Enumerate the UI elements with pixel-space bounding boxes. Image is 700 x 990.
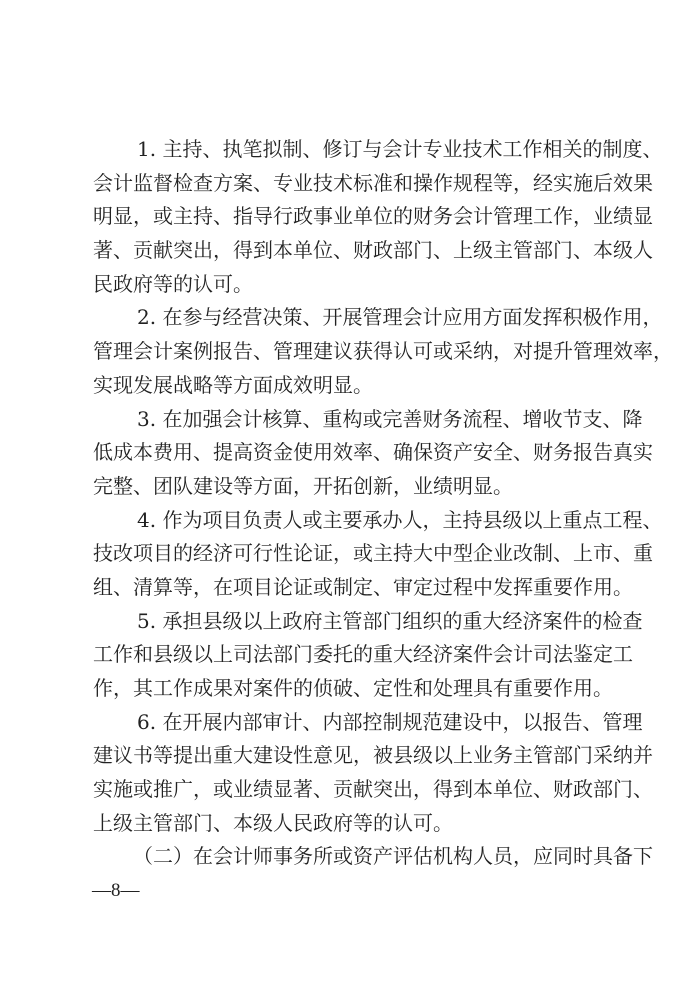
- section-2-heading-line: （二）在会计师事务所或资产评估机构人员，应同时具备下: [133, 844, 653, 869]
- paragraph-3-line-3: 完整、团队建设等方面，开拓创新，业绩明显。: [93, 473, 513, 498]
- paragraph-6-line-1: 6. 在开展内部审计、内部控制规范建设中，以报告、管理: [137, 709, 643, 734]
- paragraph-1-line-2: 会计监督检查方案、专业技术标准和操作规程等，经实施后效果: [93, 170, 653, 195]
- paragraph-3-line-1: 3. 在加强会计核算、重构或完善财务流程、增收节支、降: [137, 406, 643, 431]
- paragraph-6-line-4: 上级主管部门、本级人民政府等的认可。: [93, 810, 453, 835]
- paragraph-3-line-2: 低成本费用、提高资金使用效率、确保资产安全、财务报告真实: [93, 440, 653, 465]
- paragraph-1-line-3: 明显，或主持、指导行政事业单位的财务会计管理工作，业绩显: [93, 204, 653, 229]
- paragraph-2-line-1: 2. 在参与经营决策、开展管理会计应用方面发挥积极作用，: [137, 305, 663, 330]
- paragraph-5-line-2: 工作和县级以上司法部门委托的重大经济案件会计司法鉴定工: [93, 642, 633, 667]
- paragraph-4-line-2: 技改项目的经济可行性论证，或主持大中型企业改制、上市、重: [93, 541, 653, 566]
- paragraph-1-line-1: 1. 主持、执笔拟制、修订与会计专业技术工作相关的制度、: [137, 137, 663, 161]
- paragraph-1-line-5: 民政府等的认可。: [93, 271, 253, 296]
- paragraph-5-line-1: 5. 承担县级以上政府主管部门组织的重大经济案件的检查: [137, 608, 643, 633]
- paragraph-2-line-2: 管理会计案例报告、管理建议获得认可或采纳，对提升管理效率，: [93, 339, 673, 364]
- paragraph-4-line-3: 组、清算等，在项目论证或制定、审定过程中发挥重要作用。: [93, 574, 633, 599]
- paragraph-2-line-3: 实现发展战略等方面成效明显。: [93, 372, 373, 397]
- paragraph-5-line-3: 作，其工作成果对案件的侦破、定性和处理具有重要作用。: [93, 676, 613, 700]
- paragraph-4-line-1: 4. 作为项目负责人或主要承办人，主持县级以上重点工程、: [137, 507, 663, 532]
- document-body: [93, 133, 673, 874]
- paragraph-6-line-3: 实施或推广，或业绩显著、贡献突出，得到本单位、财政部门、: [93, 777, 653, 802]
- paragraph-1-line-4: 著、贡献突出，得到本单位、财政部门、上级主管部门、本级人: [93, 238, 653, 263]
- paragraph-6-line-2: 建议书等提出重大建设性意见，被县级以上业务主管部门采纳并: [93, 743, 653, 768]
- page-number: —8—: [92, 880, 140, 901]
